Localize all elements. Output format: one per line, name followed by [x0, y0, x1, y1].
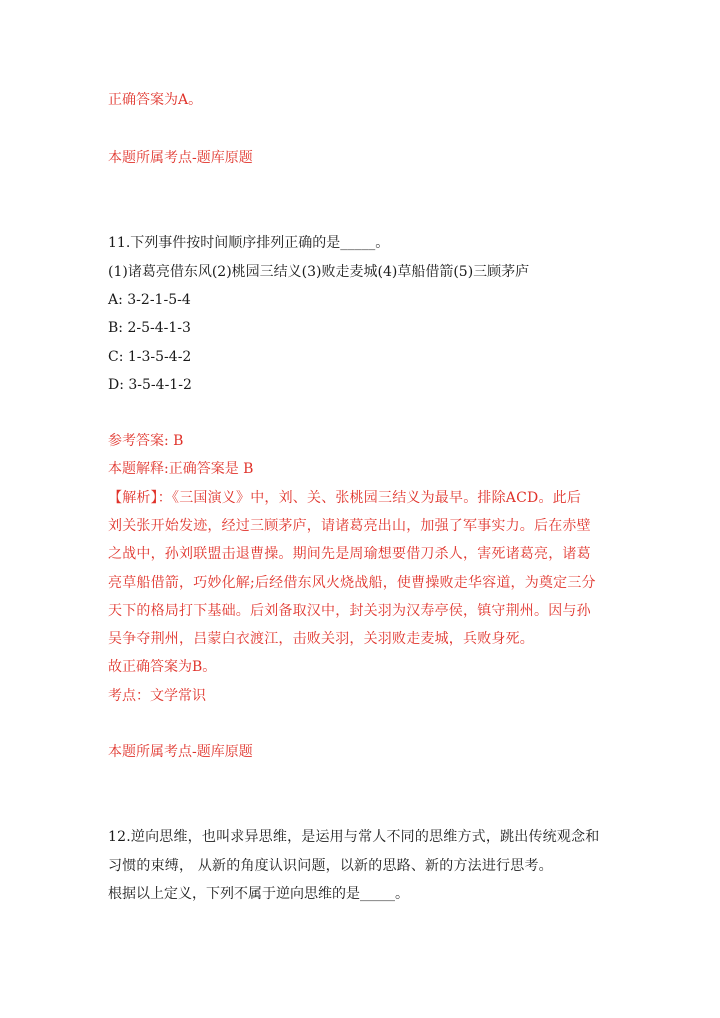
q11-source-line: 本题所属考点-题库原题 [108, 744, 253, 760]
q12-stem-line: 根据以上定义，下列不属于逆向思维的是_____。 [108, 886, 409, 902]
prev-source-line: 本题所属考点-题库原题 [108, 150, 253, 166]
prev-answer-line: 正确答案为A。 [108, 92, 203, 108]
q11-topic: 考点：文学常识 [108, 688, 206, 704]
q11-option-b: B: 2-5-4-1-3 [108, 320, 191, 336]
q11-stem: 11.下列事件按时间顺序排列正确的是_____。 [108, 235, 390, 251]
q11-analysis-line: 之战中，孙刘联盟击退曹操。期间先是周瑜想要借刀杀人，害死诸葛亮，诸葛 [108, 546, 591, 562]
q11-analysis-line: 天下的格局打下基础。后刘备取汉中，封关羽为汉寿亭侯，镇守荆州。因与孙 [108, 603, 591, 619]
q11-option-a: A: 3-2-1-5-4 [108, 292, 191, 308]
q11-option-c: C: 1-3-5-4-2 [108, 349, 192, 365]
q11-answer-line: 故正确答案为B。 [108, 659, 217, 675]
q11-analysis-line: 刘关张开始发迹，经过三顾茅庐，请诸葛亮出山，加强了军事实力。后在赤壁 [108, 518, 591, 534]
q12-stem-line: 12.逆向思维，也叫求异思维，是运用与常人不同的思维方式，跳出传统观念和 [108, 829, 600, 845]
q12-stem-line: 习惯的束缚， 从新的角度认识问题，以新的思路、新的方法进行思考。 [108, 858, 553, 874]
q11-analysis-line: 吴争夺荆州，吕蒙白衣渡江，击败关羽，关羽败走麦城，兵败身死。 [108, 631, 534, 647]
q11-analysis-line: 亮草船借箭，巧妙化解;后经借东风火烧战船，使曹操败走华容道，为奠定三分 [108, 575, 596, 591]
q11-option-d: D: 3-5-4-1-2 [108, 377, 192, 393]
q11-explanation-head: 本题解释:正确答案是 B [108, 461, 254, 477]
q11-events: (1)诸葛亮借东风(2)桃园三结义(3)败走麦城(4)草船借箭(5)三顾茅庐 [108, 264, 530, 280]
q11-analysis-line: 【解析】：《三国演义》中，刘、关、张桃园三结义为最早。排除ACD。此后 [108, 490, 582, 506]
q11-reference-answer: 参考答案: B [108, 433, 184, 449]
